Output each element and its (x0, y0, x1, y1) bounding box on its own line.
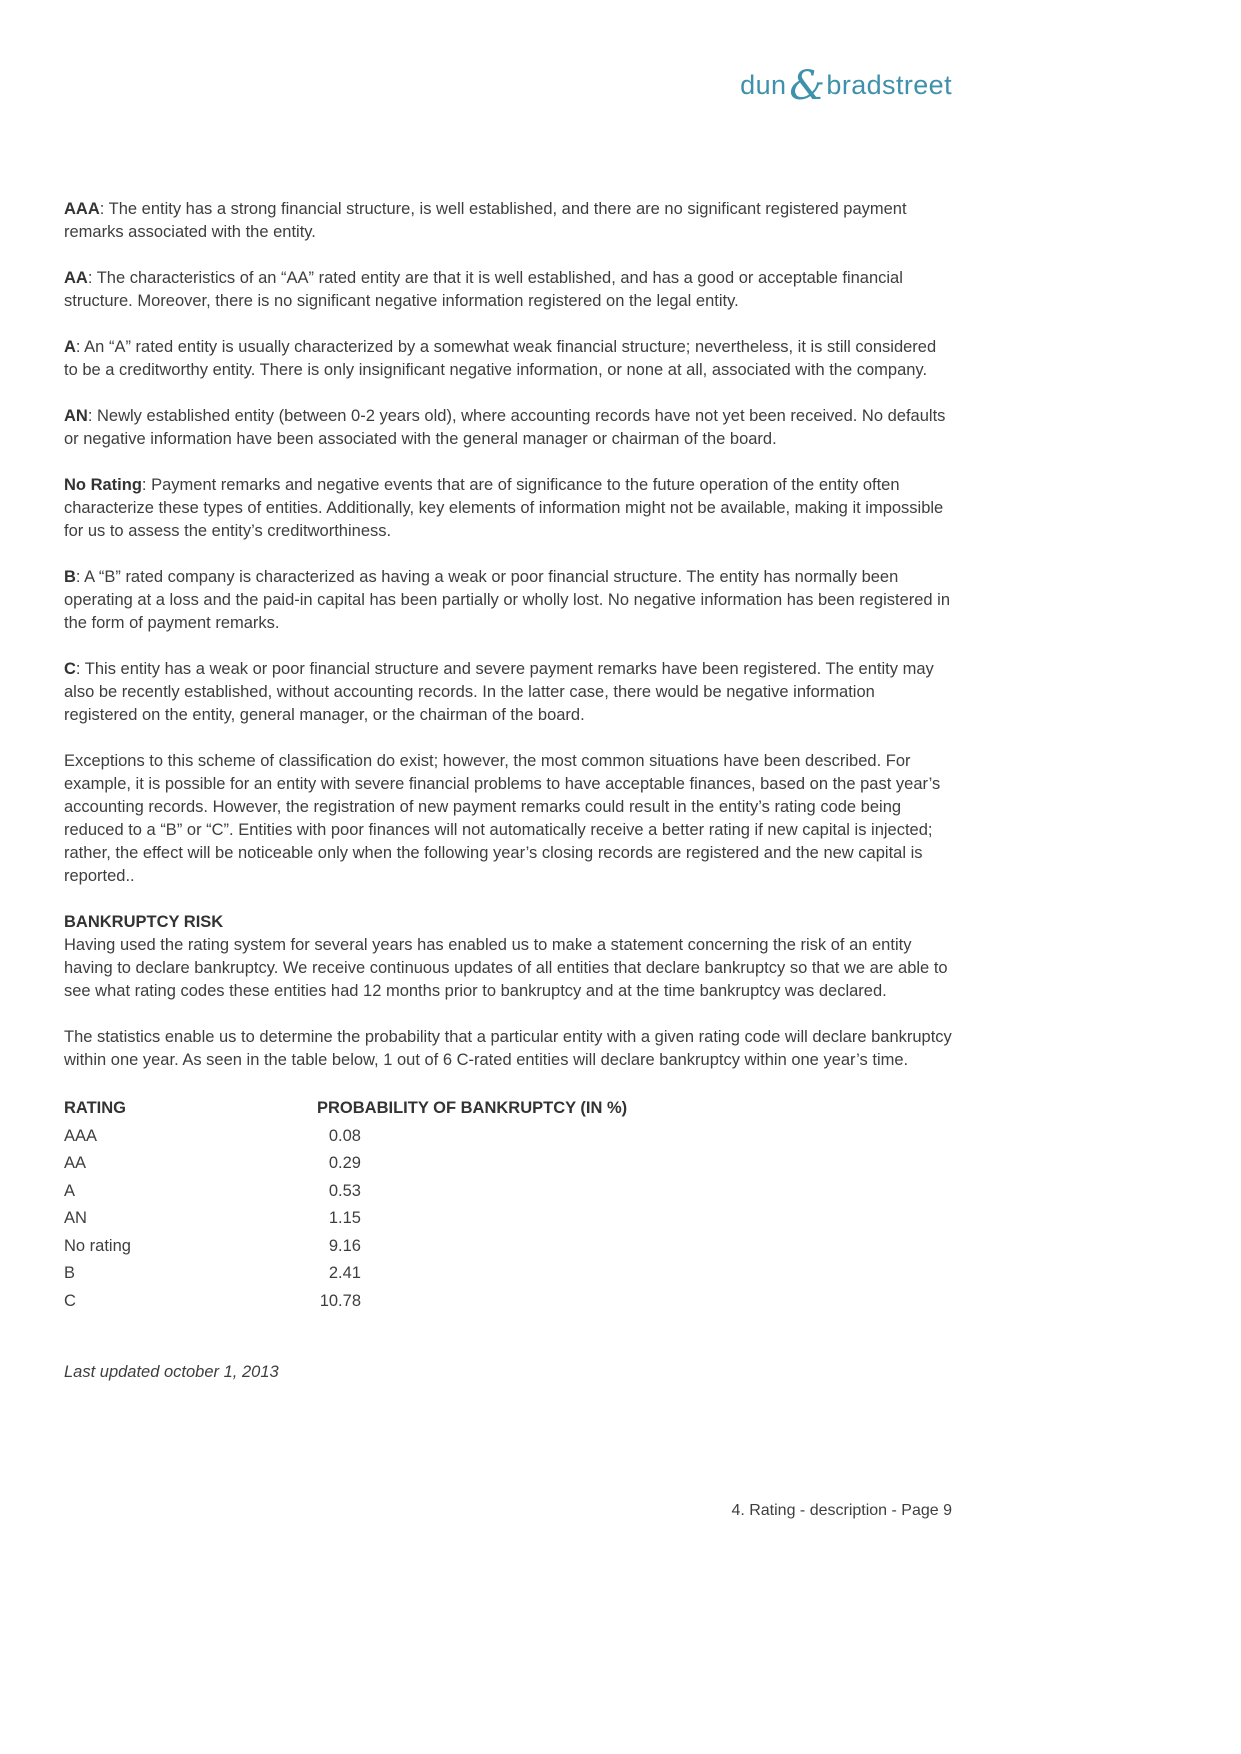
page-content (64, 0, 952, 1384)
table-cell-rating: A (64, 1181, 76, 1200)
rating-text-aa: : The characteristics of an “AA” rated entity are that it is well established, and has a good or acceptable financial structure. Moreover, there is no significant negative information registered on the legal entity. (64, 269, 903, 310)
rating-definition-c (64, 658, 952, 727)
table-cell-rating: C (64, 1291, 76, 1310)
rating-text-no-rating: : Payment remarks and negative events that are of significance to the future operation of the entity often characterize these types of entities. Additionally, key elements of information might not be available, making it impossible for us to assess the entity’s creditworthiness. (64, 476, 944, 540)
rating-text-a: : An “A” rated entity is usually characterized by a somewhat weak financial structure; nevertheless, it is still considered to be a creditworthy entity. There is only insignificant negative information, or none at all, associated with the company. (64, 338, 937, 379)
rating-term-a: A (64, 338, 76, 356)
table-cell-value: 0.29 (328, 1154, 361, 1172)
table-cell-rating: No rating (64, 1236, 131, 1255)
table-cell-value: 0.53 (328, 1181, 361, 1200)
table-header-probability: PROBABILITY OF BANKRUPTCY (IN %) (317, 1099, 628, 1117)
table-cell-rating: AAA (64, 1126, 98, 1145)
document-body (64, 198, 952, 1384)
rating-definition-b (64, 566, 952, 635)
rating-term-no-rating: No Rating (64, 476, 142, 494)
rating-term-aa: AA (64, 269, 88, 287)
table-cell-value: 1.15 (328, 1209, 361, 1227)
table-header-rating: RATING (64, 1099, 127, 1117)
exceptions-paragraph: Exceptions to this scheme of classification do exist; however, the most common situations have been described. For example, it is possible for an entity with severe financial problems to have acceptable finances, based on the past year’s accounting records. However, the registration of new payment remarks could result in the entity’s rating code being reduced to a “B” or “C”. Entities with poor finances will not automatically receive a better rating if new capital is injected; rather, the effect will be noticeable only when the following year’s closing records are registered and the new capital is reported.. (64, 752, 941, 885)
rating-text-b: : A “B” rated company is characterized as having a weak or poor financial structure. The entity has normally been operating at a loss and the paid-in capital has been partially or wholly lost. No negative information has been registered in the form of payment remarks. (64, 568, 951, 632)
rating-term-b: B (64, 568, 76, 586)
rating-term-c: C (64, 660, 76, 678)
rating-definition-a (64, 336, 952, 382)
rating-definition-an (64, 405, 952, 451)
page-footer: 4. Rating - description - Page 9 (731, 1502, 952, 1519)
logo-word-bradstreet: bradstreet (826, 70, 952, 100)
bankruptcy-paragraph-2: The statistics enable us to determine the probability that a particular entity with a given rating code will declare bankruptcy within one year. As seen in the table below, 1 out of 6 C-rated entities will declare bankruptcy within one year’s time. (64, 1028, 952, 1069)
table-row (64, 1205, 952, 1233)
rating-text-aaa: : The entity has a strong financial structure, is well established, and there are no significant registered payment remarks associated with the entity. (64, 200, 907, 241)
table-cell-value: 2.41 (328, 1264, 361, 1282)
table-row (64, 1123, 952, 1151)
table-cell-rating: B (64, 1264, 76, 1282)
table-header-row (64, 1095, 952, 1123)
logo-word-dun: dun (740, 70, 787, 100)
table-cell-rating: AN (64, 1209, 87, 1227)
bankruptcy-paragraph-1: Having used the rating system for several years has enabled us to make a statement concerning the risk of an entity having to declare bankruptcy. We receive continuous updates of all entities that declare bankruptcy so that we are able to see what rating codes these entities had 12 months prior to bankruptcy and at the time bankruptcy was declared. (64, 936, 948, 1000)
rating-term-aaa: AAA (64, 200, 100, 218)
bankruptcy-risk-heading: BANKRUPTCY RISK (64, 913, 224, 931)
rating-definition-aa (64, 267, 952, 313)
rating-definition-aaa (64, 198, 952, 244)
table-row (64, 1260, 952, 1288)
table-row (64, 1288, 952, 1316)
bankruptcy-probability-table (64, 1095, 952, 1315)
rating-definition-no-rating (64, 474, 952, 543)
table-cell-value: 10.78 (319, 1291, 361, 1310)
table-row (64, 1233, 952, 1261)
rating-text-an: : Newly established entity (between 0-2 years old), where accounting records have not yet been received. No defaults or negative information have been associated with the general manager or chairman of the board. (64, 407, 946, 448)
table-cell-value: 0.08 (328, 1126, 361, 1145)
rating-term-an: AN (64, 407, 88, 425)
logo-ampersand-icon: & (789, 63, 826, 109)
table-row (64, 1178, 952, 1206)
last-updated-note: Last updated october 1, 2013 (64, 1363, 279, 1381)
table-cell-value: 9.16 (328, 1236, 361, 1255)
dnb-logo (64, 0, 952, 109)
table-row (64, 1150, 952, 1178)
table-cell-rating: AA (64, 1154, 87, 1172)
rating-text-c: : This entity has a weak or poor financial structure and severe payment remarks have been registered. The entity may also be recently established, without accounting records. In the latter case, there would be negative information registered on the entity, general manager, or the chairman of the board. (64, 660, 934, 724)
